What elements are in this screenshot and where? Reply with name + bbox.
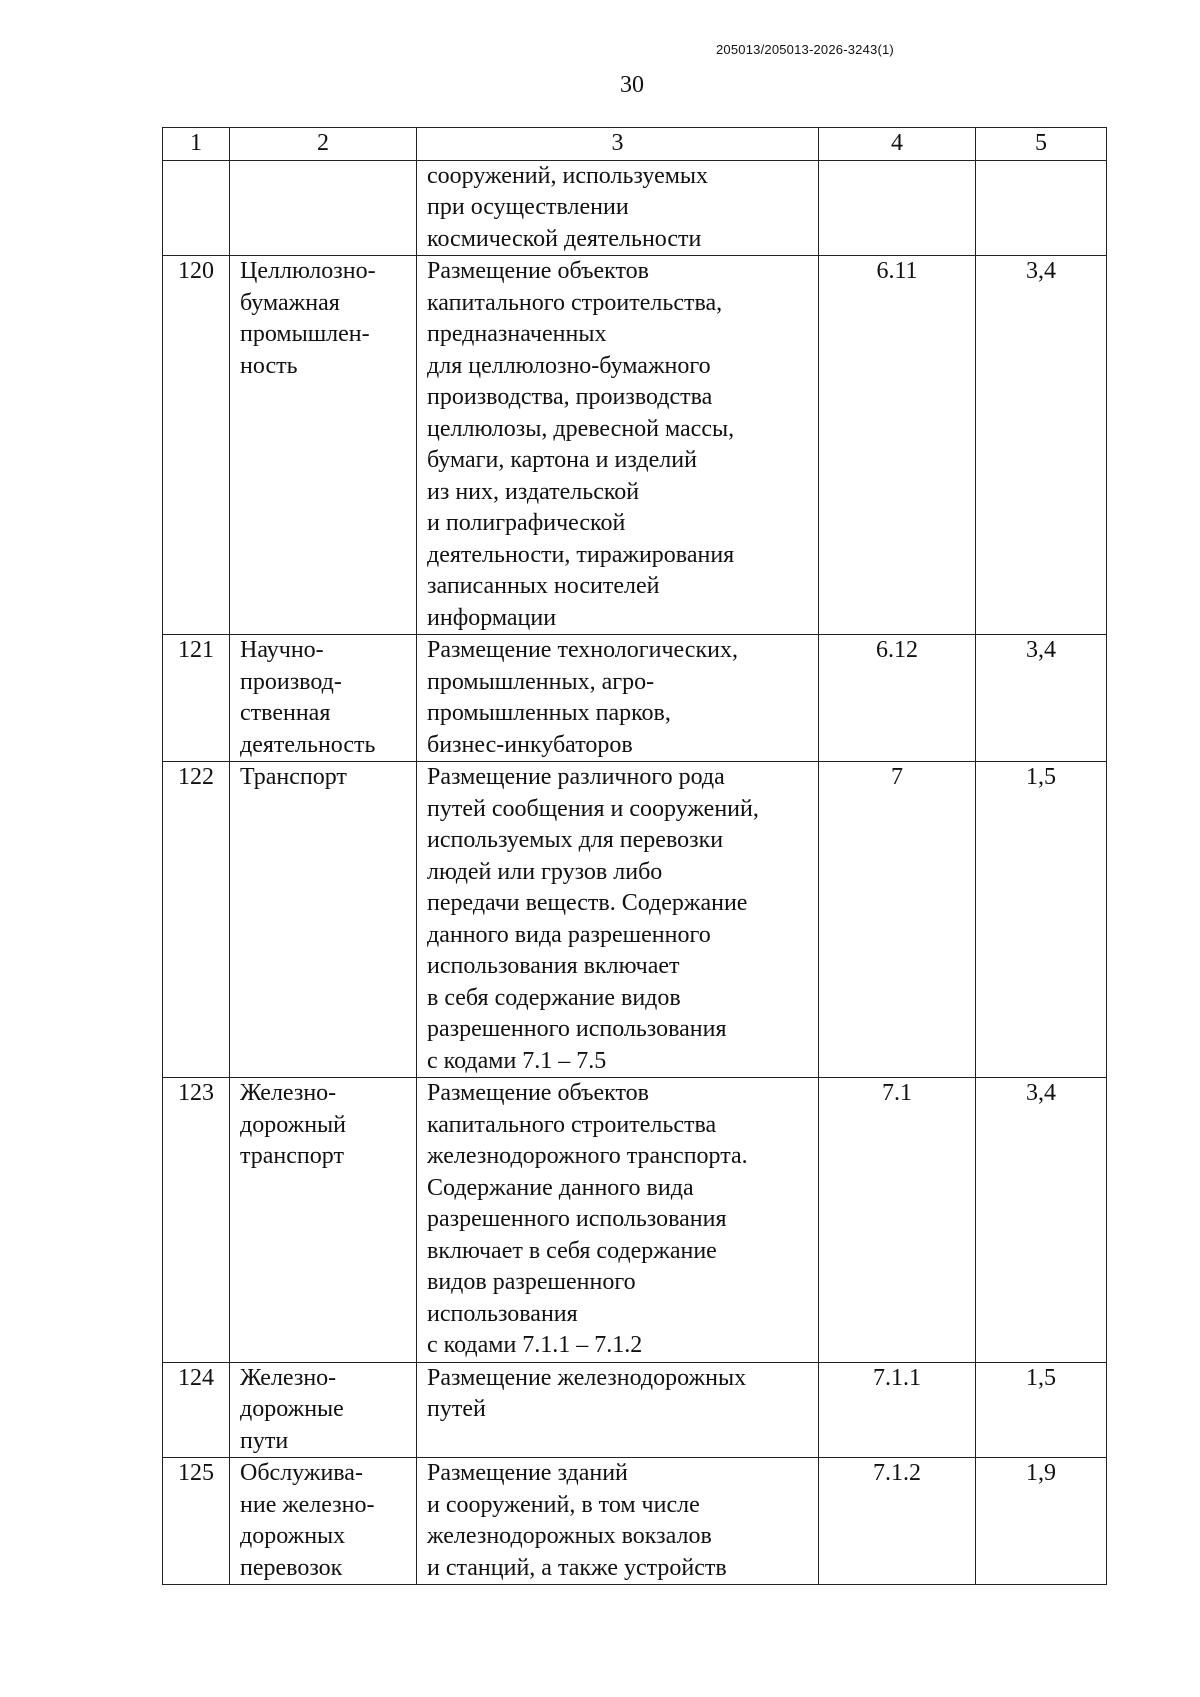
use-description-line: используемых для перевозки bbox=[427, 827, 724, 853]
use-description-line: путей сообщения и сооружений, bbox=[427, 795, 759, 822]
zone-group-cell: 3,4 bbox=[976, 256, 1107, 635]
use-name-cell bbox=[230, 1078, 417, 1363]
use-name-line: Целлюлозно- bbox=[240, 258, 376, 284]
use-name-line: промышлен- bbox=[240, 321, 370, 347]
use-code-cell: 7 bbox=[819, 762, 976, 1078]
use-description-line: железнодорожного транспорта. bbox=[427, 1143, 748, 1169]
use-description-cell bbox=[417, 1078, 819, 1363]
use-description-line: записанных носителей bbox=[427, 573, 660, 599]
use-description-line: разрешенного использования bbox=[427, 1016, 727, 1042]
use-description-line: капитального строительства bbox=[427, 1111, 717, 1138]
use-description-line: Размещение объектов bbox=[427, 258, 649, 284]
use-description-line: с кодами 7.1 – 7.5 bbox=[427, 1047, 607, 1074]
use-description-line: для целлюлозно-бумажного bbox=[427, 352, 711, 379]
use-description-line: путей bbox=[427, 1396, 486, 1422]
use-code-cell: 7.1.1 bbox=[819, 1362, 976, 1458]
use-description-line: целлюлозы, древесной массы, bbox=[427, 415, 735, 442]
table-row bbox=[163, 1078, 1107, 1363]
use-name-line: производ- bbox=[240, 668, 342, 695]
column-number-row bbox=[163, 128, 1107, 161]
use-description-line: сооружений, используемых bbox=[427, 162, 709, 189]
use-name-cell bbox=[230, 256, 417, 635]
column-number: 4 bbox=[819, 128, 976, 161]
use-description-line: деятельности, тиражирования bbox=[427, 541, 735, 568]
use-name-cell bbox=[230, 160, 417, 256]
document-id: 205013/205013-2026-3243(1) bbox=[716, 42, 894, 57]
use-description-line: использования включает bbox=[427, 953, 680, 979]
use-description-cell bbox=[417, 635, 819, 762]
use-description-line: и полиграфической bbox=[427, 510, 626, 536]
zone-group-cell: 1,5 bbox=[976, 762, 1107, 1078]
use-description-line: с кодами 7.1.1 – 7.1.2 bbox=[427, 1332, 643, 1358]
use-description-line: капитального строительства, bbox=[427, 289, 723, 316]
row-number-cell bbox=[163, 160, 230, 256]
zone-group-cell: 3,4 bbox=[976, 1078, 1107, 1363]
use-name-line: Железно- bbox=[240, 1080, 337, 1106]
row-number-cell: 125 bbox=[163, 1458, 230, 1585]
use-name-line: бумажная bbox=[240, 289, 340, 316]
use-name-line: перевозок bbox=[240, 1554, 343, 1581]
use-description-line: данного вида разрешенного bbox=[427, 921, 711, 948]
use-description-line: разрешенного использования bbox=[427, 1206, 727, 1232]
use-description-cell bbox=[417, 1362, 819, 1458]
use-name-line: транспорт bbox=[240, 1143, 344, 1169]
column-number: 3 bbox=[417, 128, 819, 161]
use-name-line: ность bbox=[240, 352, 298, 379]
use-description-line: бизнес-инкубаторов bbox=[427, 731, 633, 758]
row-number-cell: 122 bbox=[163, 762, 230, 1078]
page-number: 30 bbox=[620, 72, 644, 98]
row-number-cell: 121 bbox=[163, 635, 230, 762]
row-number-cell: 123 bbox=[163, 1078, 230, 1363]
use-description-line: Размещение технологических, bbox=[427, 637, 738, 663]
use-description-line: и сооружений, в том числе bbox=[427, 1491, 700, 1518]
use-description-line: и станций, а также устройств bbox=[427, 1554, 727, 1581]
use-name-line: деятельность bbox=[240, 731, 376, 758]
use-description-line: железнодорожных вокзалов bbox=[427, 1523, 712, 1549]
use-description-cell bbox=[417, 762, 819, 1078]
table-row bbox=[163, 1458, 1107, 1585]
use-name-cell bbox=[230, 1362, 417, 1458]
zone-group-cell: 1,5 bbox=[976, 1362, 1107, 1458]
use-name-line: пути bbox=[240, 1427, 289, 1454]
use-name-cell bbox=[230, 1458, 417, 1585]
use-name-line: Железно- bbox=[240, 1364, 337, 1391]
use-description-line: использования bbox=[427, 1300, 578, 1327]
table-body bbox=[163, 128, 1107, 1585]
row-number-cell: 120 bbox=[163, 256, 230, 635]
use-name-cell bbox=[230, 635, 417, 762]
table-row bbox=[163, 1362, 1107, 1458]
land-use-table bbox=[162, 127, 1107, 1585]
column-number: 2 bbox=[230, 128, 417, 161]
use-description-line: людей или грузов либо bbox=[427, 858, 663, 885]
use-code-cell: 7.1.2 bbox=[819, 1458, 976, 1585]
use-description-line: промышленных, агро- bbox=[427, 668, 655, 695]
use-name-line: Транспорт bbox=[240, 764, 347, 790]
use-description-line: Размещение железнодорожных bbox=[427, 1364, 747, 1391]
use-description-line: из них, издательской bbox=[427, 478, 640, 505]
use-name-line: Обслужива- bbox=[240, 1460, 363, 1486]
use-description-line: Содержание данного вида bbox=[427, 1174, 694, 1201]
zone-group-cell bbox=[976, 160, 1107, 256]
use-description-cell bbox=[417, 1458, 819, 1585]
use-name-line: дорожных bbox=[240, 1523, 346, 1549]
use-name-cell bbox=[230, 762, 417, 1078]
use-name-line: ние железно- bbox=[240, 1491, 375, 1518]
table-row bbox=[163, 635, 1107, 762]
use-description-line: информации bbox=[427, 604, 557, 631]
use-code-cell: 6.11 bbox=[819, 256, 976, 635]
table-row bbox=[163, 160, 1107, 256]
use-description-line: Размещение объектов bbox=[427, 1080, 649, 1106]
use-description-line: космической деятельности bbox=[427, 225, 702, 252]
use-description-line: бумаги, картона и изделий bbox=[427, 447, 697, 473]
use-description-line: в себя содержание видов bbox=[427, 984, 681, 1011]
column-number: 1 bbox=[163, 128, 230, 161]
use-description-line: включает в себя содержание bbox=[427, 1237, 717, 1264]
use-description-line: Размещение различного рода bbox=[427, 764, 725, 790]
use-description-line: передачи веществ. Содержание bbox=[427, 890, 748, 916]
use-name-line: дорожные bbox=[240, 1396, 344, 1422]
use-description-line: видов разрешенного bbox=[427, 1269, 636, 1295]
zone-group-cell: 3,4 bbox=[976, 635, 1107, 762]
use-code-cell: 6.12 bbox=[819, 635, 976, 762]
use-name-line: дорожный bbox=[240, 1111, 347, 1138]
zone-group-cell: 1,9 bbox=[976, 1458, 1107, 1585]
use-name-line: Научно- bbox=[240, 637, 324, 663]
column-number: 5 bbox=[976, 128, 1107, 161]
row-number-cell: 124 bbox=[163, 1362, 230, 1458]
use-description-line: Размещение зданий bbox=[427, 1460, 628, 1486]
use-code-cell: 7.1 bbox=[819, 1078, 976, 1363]
use-description-cell bbox=[417, 256, 819, 635]
table-row bbox=[163, 762, 1107, 1078]
table-row bbox=[163, 256, 1107, 635]
use-description-line: при осуществлении bbox=[427, 194, 629, 220]
use-description-line: производства, производства bbox=[427, 384, 713, 410]
use-code-cell bbox=[819, 160, 976, 256]
use-name-line: ственная bbox=[240, 700, 331, 726]
use-description-line: предназначенных bbox=[427, 321, 607, 347]
use-description-cell bbox=[417, 160, 819, 256]
use-description-line: промышленных парков, bbox=[427, 700, 671, 726]
